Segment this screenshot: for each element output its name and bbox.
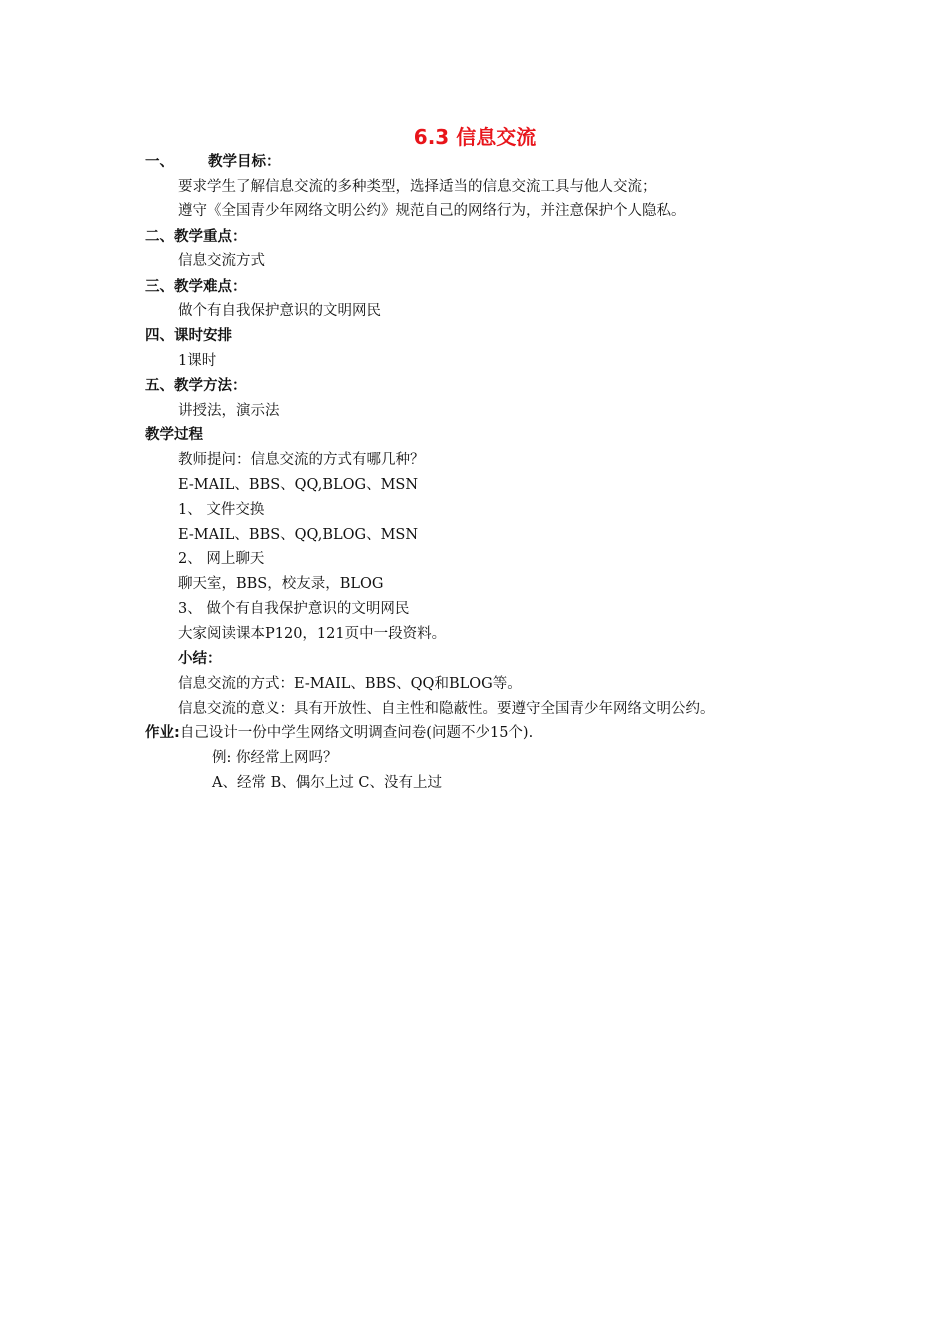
process-line-4: E-MAIL、BBS、QQ,BLOG、MSN (178, 527, 419, 543)
process-line-8: 大家阅读课本P120，121页中一段资料。 (178, 626, 447, 642)
summary-line-2: 信息交流的意义：具有开放性、自主性和隐蔽性。要遵守全国青少年网络文明公约。 (178, 701, 715, 717)
homework-label: 作业: (145, 725, 180, 741)
summary-heading: 小结： (178, 651, 222, 667)
section-3-heading: 三、教学难点： (145, 279, 247, 295)
summary-line-1: 信息交流的方式：E-MAIL、BBS、QQ和BLOG等。 (178, 676, 522, 692)
process-line-3: 1、 文件交换 (178, 502, 265, 518)
class-hours-line: 1课时 (178, 353, 217, 369)
section-1-heading (145, 152, 281, 172)
objective-line-2: 遵守《全国青少年网络文明公约》规范自己的网络行为，并注意保护个人隐私。 (178, 203, 686, 219)
section-1-title: 教学目标： (208, 154, 281, 170)
section-4-heading: 四、课时安排 (145, 328, 232, 344)
homework-text: 自己设计一份中学生网络文明调查问卷(问题不少15个). (179, 725, 534, 741)
section-5-heading: 五、教学方法： (145, 378, 247, 394)
objective-line-1: 要求学生了解信息交流的多种类型，选择适当的信息交流工具与他人交流； (178, 179, 657, 195)
process-heading: 教学过程 (145, 427, 203, 443)
section-1-number: 一、 (145, 154, 174, 170)
process-line-1: 教师提问：信息交流的方式有哪几种？ (178, 452, 425, 468)
homework-example: 例: 你经常上网吗？ (212, 750, 338, 766)
process-line-6: 聊天室，BBS，校友录，BLOG (178, 576, 384, 592)
difficulty-line: 做个有自我保护意识的文明网民 (178, 303, 381, 319)
key-point-line: 信息交流方式 (178, 253, 265, 269)
process-line-7: 3、 做个有自我保护意识的文明网民 (178, 601, 410, 617)
document-title: 6.3 信息交流 (413, 125, 537, 149)
process-line-5: 2、 网上聊天 (178, 551, 265, 567)
homework-line (145, 723, 533, 743)
method-line: 讲授法，演示法 (178, 403, 280, 419)
section-2-heading: 二、教学重点： (145, 229, 247, 245)
homework-options: A、经常 B、偶尔上过 C、没有上过 (212, 775, 442, 791)
process-line-2: E-MAIL、BBS、QQ,BLOG、MSN (178, 477, 419, 493)
